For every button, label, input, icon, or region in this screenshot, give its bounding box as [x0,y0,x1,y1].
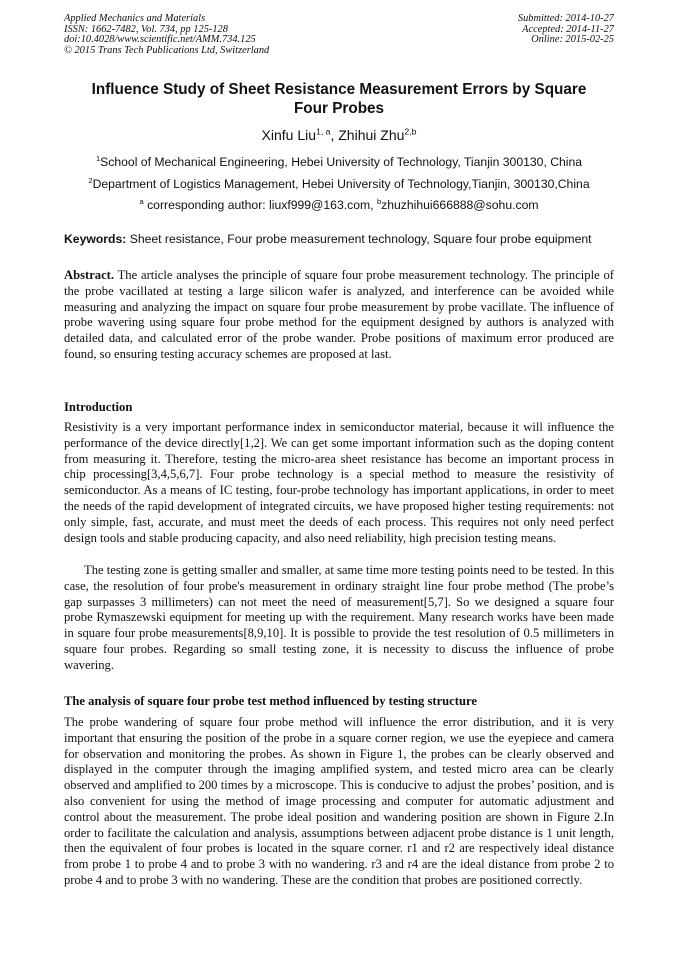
corr-mark-b: b [376,196,382,206]
author-1: Xinfu Liu [261,127,316,143]
corr-email-b: zhuzhihui666888@sohu.com [381,198,539,212]
accepted-date: Accepted: 2014-11-27 [522,23,614,35]
introduction-paragraph-2: The testing zone is getting smaller and smaller, at same time more testing points need to be tested. In this case, the resolution of four probe's measurement in ordinary straight line four probe method (The probe’s gap surpasses 3 millimeters) can not meet the need of measurement[5,7]. So we designed a square four probe Rymaszewski equipment for meeting up with the requirement. Many research works have been made in square four probe measurements[8,9,10]. It is possible to provide the test resolution of 0.5 millimeters in square four probes. Regarding so small testing zone, it is necessity to discuss the influence of probe wavering. [64,563,614,672]
analysis-heading: The analysis of square four probe test method influenced by testing structure [64,694,477,708]
journal-name: Applied Mechanics and Materials [64,13,206,24]
corresponding-author [40,198,638,213]
keywords-label: Keywords: [64,232,127,246]
title-line-2: Four Probes [293,100,385,117]
affiliation-2-mark: 2 [88,175,93,185]
author-separator: , [330,127,339,143]
introduction-heading: Introduction [64,400,133,414]
author-list [64,126,614,144]
affiliation-2 [40,177,638,192]
keywords-text: Sheet resistance, Four probe measurement technology, Square four probe equipment [126,232,592,246]
submitted-date: Submitted: 2014-10-27 [517,13,614,24]
introduction-paragraph-1: Resistivity is a very important performance index in semiconductor material, because it will influence the performance of the device directly[1,2]. We can get some important information such as the doping content from measuring it. Therefore, testing the micro-area sheet resistance has become an important process in chip processing[3,4,5,6,7]. Four probe technology is a special method to measure the resistivity of semiconductor. As a means of IC testing, four-probe technology has important applications, in order to meet the needs of the rapid development of integrated circuits, we have proposed higher testing requirements: not only simple, fast, accurate, and must meet the deeds of each process. This requires not only need perfect design tools and stable producing capacity, and also need reliability, high precision testing means. [64,420,614,545]
issn-line: ISSN: 1662-7482, Vol. 734, pp 125-128 [64,23,228,35]
affiliation-1-mark: 1 [95,153,101,163]
dates-info [518,14,614,46]
analysis-paragraph-1: The probe wandering of square four probe method will influence the error distribution, and it is very important that ensuring the position of the probe in a square corner region, we use the eyepiece and camera for observation and monitoring the probes. As shown in Figure 1, the probes can be clearly observed and displayed in the computer through the imaging amplified system, and tested micro area can be clearly observed and amplified to 200 times by a microscope. This is conducive to adjust the probes’ position, and is also convenient for using the method of image processing and computer for automatic adjustment and control about the measurement. The probe ideal position and wandering position are shown in Figure 2.In order to facilitate the calculation and analysis, assumptions between adjacent probe distance is 1 unit length, then the equivalent of four probes is located in the square corner. r1 and r2 are respectively ideal distance from probe 1 to probe 4 and to probe 3 with no wandering. r3 and r4 are the ideal distance from probe 2 to probe 4 and to probe 3 with no wandering. These are the condition that probes are positioned correctly. [64,715,614,887]
author-1-affil: 1, a [316,126,331,137]
abstract [64,268,614,363]
author-2-affil: 2,b [404,126,417,137]
affiliation-1-text: School of Mechanical Engineering, Hebei University of Technology, Tianjin 300130, China [100,155,583,169]
title-line-1: Influence Study of Sheet Resistance Measurement Errors by Square [91,81,587,98]
keywords [64,232,624,247]
affiliation-2-text: Department of Logistics Management, Hebei University of Technology,Tianjin, 300130,China [92,177,590,191]
journal-info [64,14,269,56]
corr-text: corresponding author: liuxf999@163.com, [143,198,377,212]
affiliation-1 [40,155,638,170]
paper-title [64,80,614,118]
abstract-text: The article analyses the principle of square four probe measurement technology. The principle of the probe vacillated at testing a large silicon wafer is analyzed, and interference can be avoided while measuring and analyzing the impact on square four probe measurement by probe vacillate. The influence of probe wavering using square four probe method for the equipment designed by authors is analyzed with detailed data, and calculated error of the probe wander. Probe positions of maximum error produced are found, so ensuring testing accuracy schemes are proposed at last. [64,268,614,361]
corr-mark-a: a [139,196,144,206]
doi-line: doi:10.4028/www.scientific.net/AMM.734.125 [64,34,256,46]
copyright-line: © 2015 Trans Tech Publications Ltd, Switzerland [64,44,270,56]
abstract-label: Abstract. [64,268,115,282]
online-date: Online: 2015-02-25 [531,34,614,46]
author-2: Zhihui Zhu [338,127,405,143]
